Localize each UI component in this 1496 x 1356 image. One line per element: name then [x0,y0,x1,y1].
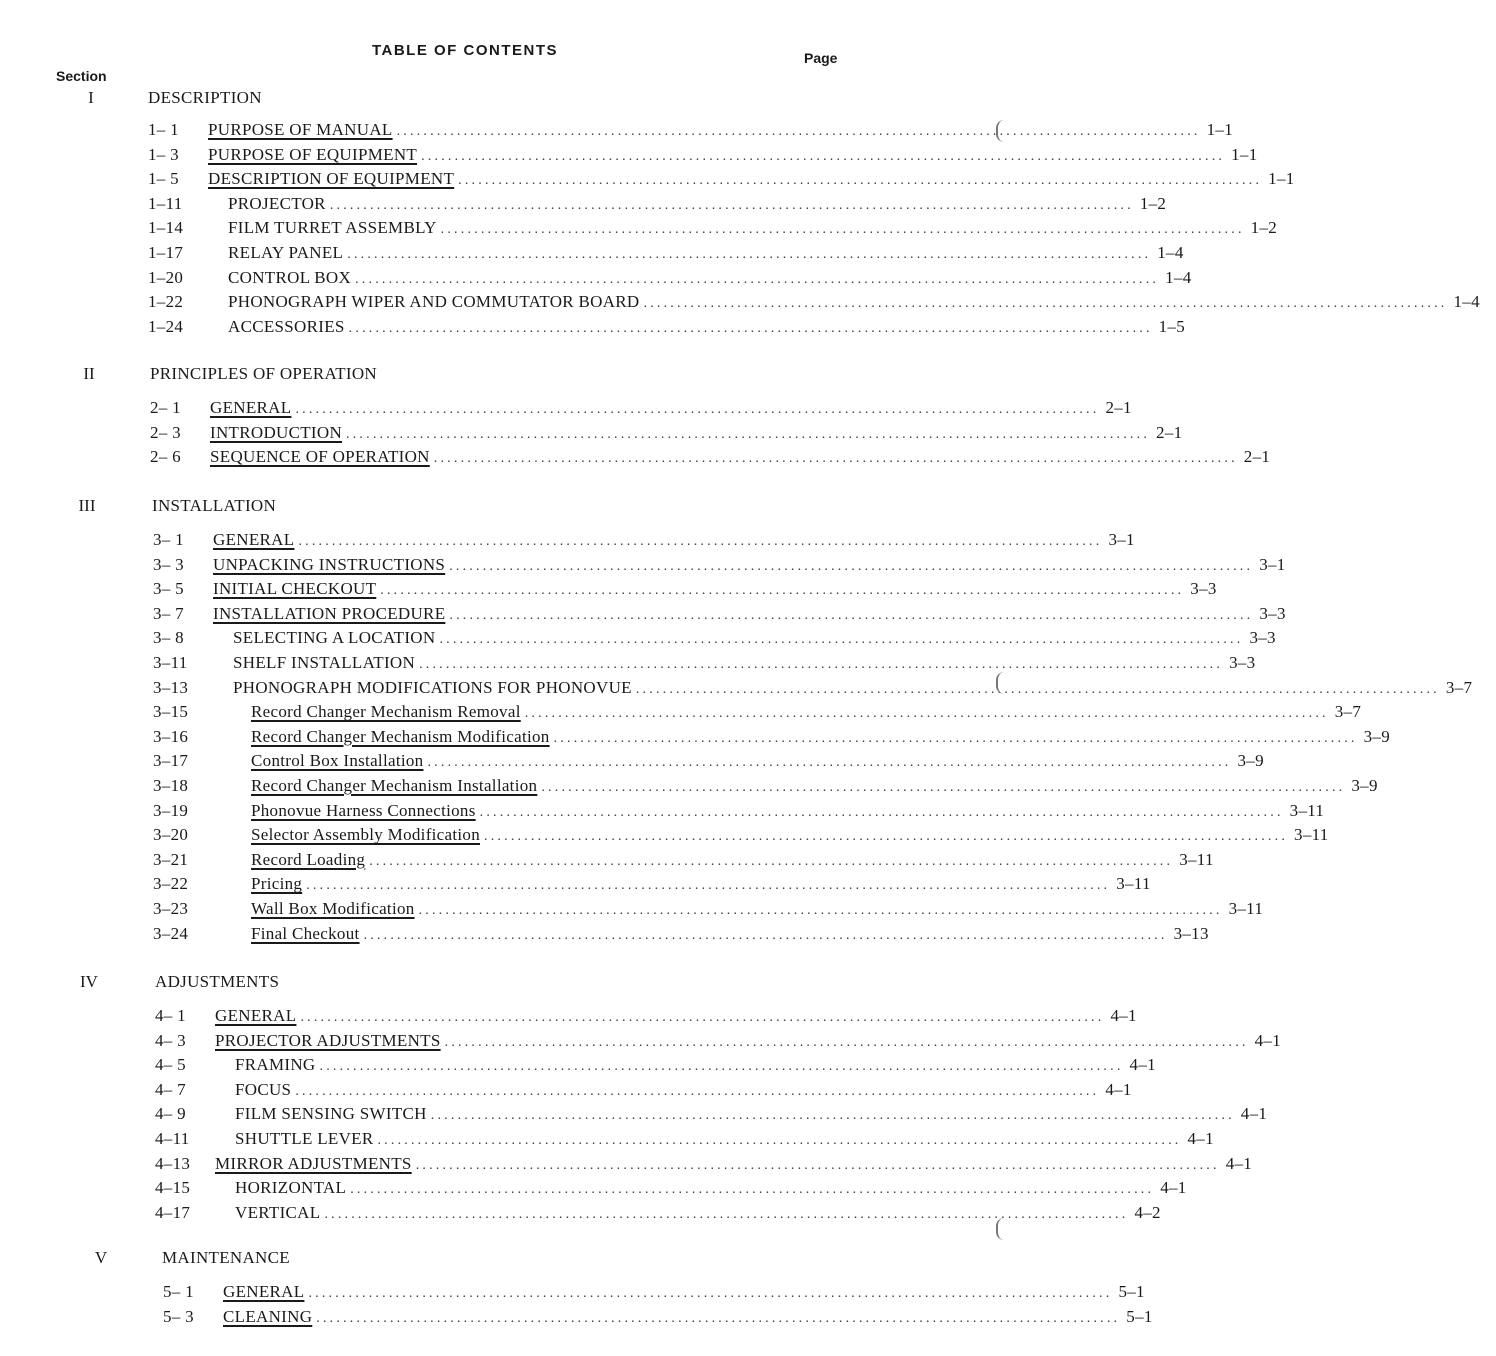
entry-title[interactable]: PHONOGRAPH MODIFICATIONS FOR PHONOVUE [233,677,632,697]
dot-leader: ........................................................................................................................ [369,853,1174,869]
dot-leader: ........................................................................................................................ [433,451,1238,467]
toc-entry[interactable] [148,120,1233,144]
toc-entry[interactable] [153,800,1325,825]
page-number: 3–3 [1249,628,1276,648]
paragraph-number: 3–23 [153,899,189,918]
paragraph-number: 3– 3 [153,554,184,574]
dot-leader: ........................................................................................................................ [430,1108,1235,1124]
dot-leader: ........................................................................................................................ [421,148,1226,164]
page-column-header: Page [804,50,838,66]
entry-title[interactable]: SHELF INSTALLATION [233,653,416,672]
dot-leader: ........................................................................................................................ [350,1182,1155,1198]
page-number: 1–2 [1250,218,1278,238]
paragraph-number: 2– 3 [150,422,181,442]
toc-entry[interactable] [148,243,1184,267]
toc-entry[interactable] [153,702,1362,726]
entry-title[interactable]: Wall Box Modification [251,899,415,918]
page-number: 5–1 [1118,1282,1145,1301]
dot-leader: ........................................................................................................................ [347,247,1152,262]
entry-title[interactable]: SEQUENCE OF OPERATION [210,447,430,467]
page-number: 4–1 [1105,1079,1132,1099]
toc-title: TABLE OF CONTENTS [371,42,559,59]
toc-entry[interactable] [155,1178,1187,1202]
page-number: 5–1 [1126,1306,1153,1326]
dot-leader: ........................................................................................................................ [396,124,1201,139]
dot-leader: ........................................................................................................................ [348,320,1153,336]
entry-title[interactable]: FILM TURRET ASSEMBLY [228,218,437,238]
paragraph-number: 1–22 [148,292,184,312]
paragraph-number: 2– 6 [150,447,181,467]
dot-leader: ........................................................................................................................ [329,197,1134,213]
toc-entry[interactable] [148,144,1258,169]
paragraph-number: 3– 8 [153,628,184,648]
page-number: 2–1 [1156,422,1183,442]
page-number: 4–1 [1254,1030,1282,1050]
dot-leader: ........................................................................................................................ [306,878,1111,894]
entry-title[interactable]: Record Loading [251,849,366,869]
page-number: 3–9 [1237,751,1264,771]
toc-entry[interactable] [155,1104,1268,1128]
page-number: 1–5 [1158,316,1186,336]
section-number: I [88,88,94,107]
toc-entry[interactable] [155,1129,1214,1153]
dot-leader: ........................................................................................................................ [449,558,1254,574]
page-number: 1–4 [1165,267,1192,287]
paragraph-number: 1– 1 [148,120,179,139]
entry-title[interactable]: ACCESSORIES [228,316,345,336]
dot-leader: ........................................................................................................................ [427,755,1232,771]
entry-title[interactable]: PROJECTOR [228,193,326,213]
page-number: 3–11 [1228,899,1264,918]
paragraph-number: 4–15 [155,1178,191,1198]
paragraph-number: 3–21 [153,849,189,869]
page-number: 3–11 [1289,800,1325,820]
entry-title[interactable]: HORIZONTAL [235,1178,347,1198]
toc-entry[interactable] [148,169,1295,193]
paragraph-number: 3–19 [153,800,189,820]
page-number: 2–1 [1243,447,1271,467]
toc-entry[interactable] [153,554,1286,579]
entry-title[interactable]: INITIAL CHECKOUT [213,579,377,599]
entry-title[interactable]: Pricing [251,874,303,894]
page-number: 3–1 [1259,554,1286,574]
paragraph-number: 4–13 [155,1153,191,1173]
dot-leader: ........................................................................................................................ [444,1034,1249,1050]
page-number: 1–1 [1268,169,1295,189]
paragraph-number: 3–13 [153,677,189,697]
dot-leader: ........................................................................................................................ [439,632,1244,648]
dot-leader: ........................................................................................................................ [484,829,1289,845]
entry-title[interactable]: Record Changer Mechanism Installation [251,776,538,795]
entry-title[interactable]: PURPOSE OF EQUIPMENT [208,144,418,164]
paragraph-number: 2– 1 [150,398,181,417]
page-number: 1–2 [1139,193,1167,213]
section-number: III [78,496,96,515]
paragraph-number: 4–11 [155,1129,190,1148]
dot-leader: ........................................................................................................................ [440,222,1245,238]
page-number: 4–1 [1160,1178,1187,1198]
toc-entry[interactable] [148,267,1192,292]
page-number: 1–1 [1231,144,1258,164]
dot-leader: ........................................................................................................................ [635,681,1440,697]
toc-entry[interactable] [153,653,1256,677]
toc-entry[interactable] [153,849,1214,874]
entry-title[interactable]: Control Box Installation [251,751,424,771]
toc-entry[interactable] [163,1282,1145,1306]
entry-title[interactable]: FOCUS [235,1079,292,1099]
toc-entry[interactable] [163,1306,1153,1331]
paragraph-number: 4– 9 [155,1104,186,1124]
entry-title[interactable]: FILM SENSING SWITCH [235,1104,427,1124]
paragraph-number: 1–20 [148,267,184,287]
page-number: 3–11 [1179,849,1214,869]
toc-entry[interactable] [150,398,1132,422]
paragraph-number: 3–20 [153,825,189,845]
page-number: 1–1 [1206,120,1233,139]
toc-entry[interactable] [148,218,1278,242]
toc-entry[interactable] [148,193,1167,218]
dot-leader: ........................................................................................................................ [419,657,1224,672]
page-number: 3–11 [1294,825,1329,845]
dot-leader: ........................................................................................................................ [415,1157,1220,1173]
toc-entry[interactable] [153,579,1217,603]
dot-leader: ........................................................................................................................ [298,534,1103,549]
entry-title[interactable]: Phonovue Harness Connections [251,800,476,820]
toc-entry[interactable] [148,316,1186,341]
paragraph-number: 1–11 [148,193,183,213]
page-number: 3–3 [1229,653,1256,672]
section-number: IV [80,972,98,991]
page-number: 4–2 [1134,1202,1161,1222]
entry-title[interactable]: MIRROR ADJUSTMENTS [215,1153,412,1173]
page-number: 3–11 [1116,874,1151,894]
toc-entry[interactable] [153,923,1209,948]
entry-title[interactable]: GENERAL [223,1282,305,1301]
page-number: 3–3 [1190,579,1217,599]
dot-leader: ........................................................................................................................ [377,1133,1182,1148]
dot-leader: ........................................................................................................................ [308,1286,1113,1301]
entry-title[interactable]: PHONOGRAPH WIPER AND COMMUTATOR BOARD [228,292,640,312]
entry-title[interactable]: DESCRIPTION OF EQUIPMENT [208,169,455,189]
page-number: 2–1 [1105,398,1132,417]
dot-leader: ........................................................................................................................ [346,426,1151,442]
dot-leader: ........................................................................................................................ [316,1310,1121,1326]
paragraph-number: 3–17 [153,751,189,771]
toc-entry[interactable] [155,1079,1132,1104]
toc-entry[interactable] [153,603,1286,628]
dot-leader: ........................................................................................................................ [458,173,1263,189]
paragraph-number: 3–16 [153,726,189,746]
toc-entry[interactable] [148,292,1480,316]
margin-mark [996,120,1004,142]
toc-entry[interactable] [155,1202,1161,1227]
entry-title[interactable]: GENERAL [215,1006,297,1025]
section-title: MAINTENANCE [162,1248,290,1267]
entry-title[interactable]: SHUTTLE LEVER [235,1129,374,1148]
section-title: DESCRIPTION [148,88,262,107]
entry-title[interactable]: CONTROL BOX [228,267,352,287]
section-number: V [94,1248,108,1267]
paragraph-number: 1– 5 [148,169,179,189]
page-number: 4–1 [1187,1129,1214,1148]
entry-title[interactable]: INTRODUCTION [210,422,343,442]
page-number: 1–4 [1453,292,1480,312]
dot-leader: ........................................................................................................................ [319,1059,1124,1075]
entry-title[interactable]: GENERAL [213,530,295,549]
page-number: 4–1 [1129,1055,1156,1075]
toc-entry[interactable] [153,530,1135,554]
paragraph-number: 3–24 [153,923,189,943]
page-number: 4–1 [1240,1104,1268,1124]
dot-leader: ........................................................................................................................ [418,903,1223,918]
page-number: 3–7 [1334,702,1362,722]
dot-leader: ........................................................................................................................ [553,730,1358,746]
paragraph-number: 4– 3 [155,1030,186,1050]
paragraph-number: 4– 1 [155,1006,186,1025]
toc-entry[interactable] [153,677,1473,702]
paragraph-number: 4– 5 [155,1055,186,1075]
paragraph-number: 3–11 [153,653,188,672]
entry-title[interactable]: CLEANING [223,1306,313,1326]
paragraph-number: 3–18 [153,776,189,795]
dot-leader: ........................................................................................................................ [380,583,1185,599]
dot-leader: ........................................................................................................................ [324,1206,1129,1222]
paragraph-number: 3– 7 [153,603,184,623]
toc-entry[interactable] [155,1153,1253,1178]
page-number: 3–7 [1445,677,1473,697]
entry-title[interactable]: Record Changer Mechanism Modification [251,726,550,746]
page-number: 3–13 [1173,923,1209,943]
margin-mark [996,1218,1004,1240]
toc-entry[interactable] [153,776,1378,800]
paragraph-number: 3– 1 [153,530,184,549]
dot-leader: ........................................................................................................................ [479,804,1284,820]
section-title: PRINCIPLES OF OPERATION [150,364,377,383]
paragraph-number: 3–22 [153,874,189,894]
page-number: 1–4 [1157,243,1184,262]
entry-title[interactable]: INSTALLATION PROCEDURE [213,603,446,623]
paragraph-number: 1–24 [148,316,184,336]
dot-leader: ........................................................................................................................ [355,271,1160,287]
toc-entry[interactable] [155,1055,1156,1079]
paragraph-number: 5– 3 [163,1306,194,1326]
toc-entry[interactable] [150,447,1271,471]
section-number: II [83,364,95,383]
paragraph-number: 1–17 [148,243,184,262]
dot-leader: ........................................................................................................................ [524,706,1329,722]
dot-leader: ........................................................................................................................ [295,402,1100,417]
toc-entry[interactable] [155,1030,1282,1055]
page-number: 4–1 [1225,1153,1253,1173]
page-number: 3–1 [1108,530,1135,549]
page-number: 4–1 [1110,1006,1137,1025]
paragraph-number: 4– 7 [155,1079,186,1099]
page-number: 3–3 [1259,603,1286,623]
margin-mark [996,672,1004,694]
entry-title[interactable]: Record Changer Mechanism Removal [251,702,521,722]
toc-entry[interactable] [150,422,1183,447]
toc-entry[interactable] [155,1006,1137,1030]
toc-entry[interactable] [153,874,1151,898]
section-column-header: Section [56,68,107,84]
entry-title[interactable]: RELAY PANEL [228,243,344,262]
dot-leader: ........................................................................................................................ [449,607,1254,623]
toc-entry[interactable] [153,726,1391,751]
page-number: 3–9 [1363,726,1391,746]
entry-title[interactable]: SELECTING A LOCATION [233,628,436,648]
paragraph-number: 4–17 [155,1202,191,1222]
paragraph-number: 1–14 [148,218,184,238]
toc-entry[interactable] [153,751,1264,775]
entry-title[interactable]: GENERAL [210,398,292,417]
entry-title[interactable]: PURPOSE OF MANUAL [208,120,393,139]
dot-leader: ........................................................................................................................ [300,1010,1105,1025]
section-title: ADJUSTMENTS [155,972,280,991]
dot-leader: ........................................................................................................................ [295,1083,1100,1099]
toc-entry[interactable] [153,628,1276,652]
dot-leader: ........................................................................................................................ [363,927,1168,943]
entry-title[interactable]: UNPACKING INSTRUCTIONS [213,554,446,574]
paragraph-number: 5– 1 [163,1282,194,1301]
dot-leader: ........................................................................................................................ [643,296,1448,312]
entry-title[interactable]: Selector Assembly Modification [251,825,481,845]
paragraph-number: 1– 3 [148,144,179,164]
paragraph-number: 3–15 [153,702,189,722]
dot-leader: ........................................................................................................................ [541,780,1346,795]
entry-title[interactable]: VERTICAL [235,1202,321,1222]
page-number: 3–9 [1351,776,1378,795]
paragraph-number: 3– 5 [153,579,184,599]
entry-title[interactable]: FRAMING [235,1055,316,1075]
entry-title[interactable]: PROJECTOR ADJUSTMENTS [215,1030,441,1050]
section-title: INSTALLATION [152,496,277,515]
toc-entry[interactable] [153,899,1264,923]
entry-title[interactable]: Final Checkout [251,923,360,943]
toc-entry[interactable] [153,825,1329,849]
